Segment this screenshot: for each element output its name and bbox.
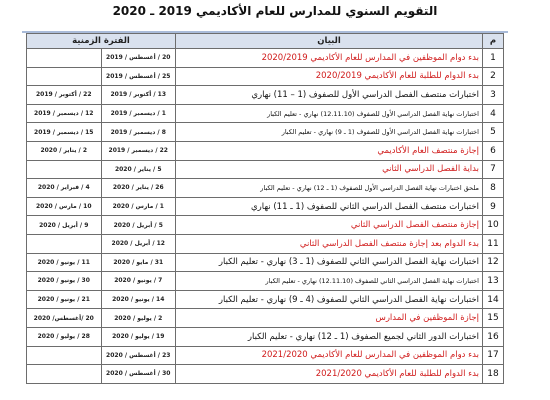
row-statement: إجازة منتصف العام الأكاديمي — [176, 141, 483, 160]
row-end-date — [27, 234, 102, 253]
row-start-date: 5 / يناير / 2020 — [101, 160, 176, 179]
row-end-date: 10 / مارس / 2020 — [27, 197, 102, 216]
row-end-date: 15 / ديسمبر / 2019 — [27, 123, 102, 142]
row-end-date: 28 / يوليو / 2020 — [27, 327, 102, 346]
row-number: 3 — [483, 86, 504, 105]
table-row — [27, 216, 504, 235]
row-start-date: 30 / أغسطس / 2020 — [101, 365, 176, 384]
row-statement: اختبارات نهاية الفصل الدراسي الأول للصفوف (1 ـ 9) نهاري - تعليم الكبار — [176, 123, 483, 142]
row-statement: بدء دوام الموظفين في المدارس للعام الأكاديمي 2021/2020 — [176, 346, 483, 365]
calendar-table — [26, 33, 504, 384]
row-statement: بدء دوام الموظفين في المدارس للعام الأكاديمي 2020/2019 — [176, 49, 483, 68]
row-end-date — [27, 67, 102, 86]
row-start-date: 23 / أغسطس / 2020 — [101, 346, 176, 365]
row-number: 10 — [483, 216, 504, 235]
row-statement: اختبارات نهاية الفصل الدراسي الأول للصفوف (12.11.10) نهاري - تعليم الكبار — [176, 104, 483, 123]
row-end-date: 22 / أكتوبر / 2019 — [27, 86, 102, 105]
row-start-date: 5 / أبريل / 2020 — [101, 216, 176, 235]
row-number: 11 — [483, 234, 504, 253]
row-start-date: 26 / يناير / 2020 — [101, 179, 176, 198]
column-header-period: الفترة الزمنية — [27, 34, 176, 49]
row-end-date: 9 / أبريل / 2020 — [27, 216, 102, 235]
row-number: 16 — [483, 327, 504, 346]
row-number: 6 — [483, 141, 504, 160]
table-row — [27, 272, 504, 291]
table-row — [27, 290, 504, 309]
row-start-date: 8 / ديسمبر / 2019 — [101, 123, 176, 142]
table-row — [27, 49, 504, 68]
row-statement: بدء الدوام للطلبة للعام الأكاديمي 2020/2019 — [176, 67, 483, 86]
row-number: 9 — [483, 197, 504, 216]
row-start-date: 13 / أكتوبر / 2019 — [101, 86, 176, 105]
row-end-date: 2 / يناير / 2020 — [27, 141, 102, 160]
table-row — [27, 327, 504, 346]
row-statement: اختبارات منتصف الفصل الدراسي الثاني للصفوف (1 ـ 11) نهاري — [176, 197, 483, 216]
row-end-date — [27, 160, 102, 179]
table-row — [27, 141, 504, 160]
header-row — [27, 34, 504, 49]
row-start-date: 1 / مارس / 2020 — [101, 197, 176, 216]
table-row — [27, 123, 504, 142]
row-statement: اختبارات منتصف الفصل الدراسي الأول للصفوف (1 – 11) نهاري — [176, 86, 483, 105]
row-start-date: 12 / أبريل / 2020 — [101, 234, 176, 253]
row-statement: اختبارات الدور الثاني لجميع الصفوف (1 ـ 12) نهاري - تعليم الكبار — [176, 327, 483, 346]
row-end-date — [27, 346, 102, 365]
row-end-date — [27, 49, 102, 68]
column-header-statement: البيان — [176, 34, 483, 49]
row-end-date — [27, 365, 102, 384]
row-number: 8 — [483, 179, 504, 198]
table-row — [27, 253, 504, 272]
row-start-date: 19 / يوليو / 2020 — [101, 327, 176, 346]
row-statement: اختبارات نهاية الفصل الدراسي الثاني للصفوف (1 ـ 3) نهاري - تعليم الكبار — [176, 253, 483, 272]
row-start-date: 22 / ديسمبر / 2019 — [101, 141, 176, 160]
row-end-date: 21 / يونيو / 2020 — [27, 290, 102, 309]
row-number: 18 — [483, 365, 504, 384]
table-row — [27, 67, 504, 86]
row-number: 2 — [483, 67, 504, 86]
row-statement: إجازة منتصف الفصل الدراسي الثاني — [176, 216, 483, 235]
row-number: 5 — [483, 123, 504, 142]
table-row — [27, 234, 504, 253]
row-statement: بداية الفصل الدراسي الثاني — [176, 160, 483, 179]
page-title: التقويم السنوي للمدارس للعام الأكاديمي 2019 ـ 2020 — [112, 4, 438, 18]
table-row — [27, 346, 504, 365]
table-row — [27, 197, 504, 216]
row-end-date: 4 / فبراير / 2020 — [27, 179, 102, 198]
table-row — [27, 104, 504, 123]
table-row — [27, 179, 504, 198]
row-start-date: 20 / أغسطس / 2019 — [101, 49, 176, 68]
row-start-date: 1 / ديسمبر / 2019 — [101, 104, 176, 123]
table-row — [27, 365, 504, 384]
row-end-date: 20 /أغسطس/ 2020 — [27, 309, 102, 328]
row-statement: ملحق اختبارات نهاية الفصل الدراسي الأول للصفوف (1 ـ 12) نهاري - تعليم الكبار — [176, 179, 483, 198]
table-row — [27, 86, 504, 105]
row-end-date: 12 / ديسمبر / 2019 — [27, 104, 102, 123]
row-number: 7 — [483, 160, 504, 179]
row-statement: اختبارات نهاية الفصل الدراسي الثاني للصفوف (4 ـ 9) نهاري - تعليم الكبار — [176, 290, 483, 309]
row-start-date: 7 / يونيو / 2020 — [101, 272, 176, 291]
row-number: 15 — [483, 309, 504, 328]
row-number: 17 — [483, 346, 504, 365]
row-number: 12 — [483, 253, 504, 272]
row-number: 13 — [483, 272, 504, 291]
row-end-date: 30 / يونيو / 2020 — [27, 272, 102, 291]
table-row — [27, 160, 504, 179]
row-start-date: 14 / يونيو / 2020 — [101, 290, 176, 309]
row-start-date: 31 / مايو / 2020 — [101, 253, 176, 272]
row-number: 14 — [483, 290, 504, 309]
table-body — [27, 49, 504, 384]
row-statement: بدء الدوام بعد إجازة منتصف الفصل الدراسي الثاني — [176, 234, 483, 253]
table-row — [27, 309, 504, 328]
row-end-date: 11 / يونيو / 2020 — [27, 253, 102, 272]
row-start-date: 2 / يوليو / 2020 — [101, 309, 176, 328]
row-start-date: 25 / أغسطس / 2019 — [101, 67, 176, 86]
column-header-number: م — [483, 34, 504, 49]
row-statement: إجازة الموظفين في المدارس — [176, 309, 483, 328]
row-statement: اختبارات نهاية الفصل الدراسي الثاني للصفوف (12.11.10) نهاري - تعليم الكبار — [176, 272, 483, 291]
row-statement: بدء الدوام للطلبة للعام الأكاديمي 2021/2020 — [176, 365, 483, 384]
row-number: 4 — [483, 104, 504, 123]
row-number: 1 — [483, 49, 504, 68]
